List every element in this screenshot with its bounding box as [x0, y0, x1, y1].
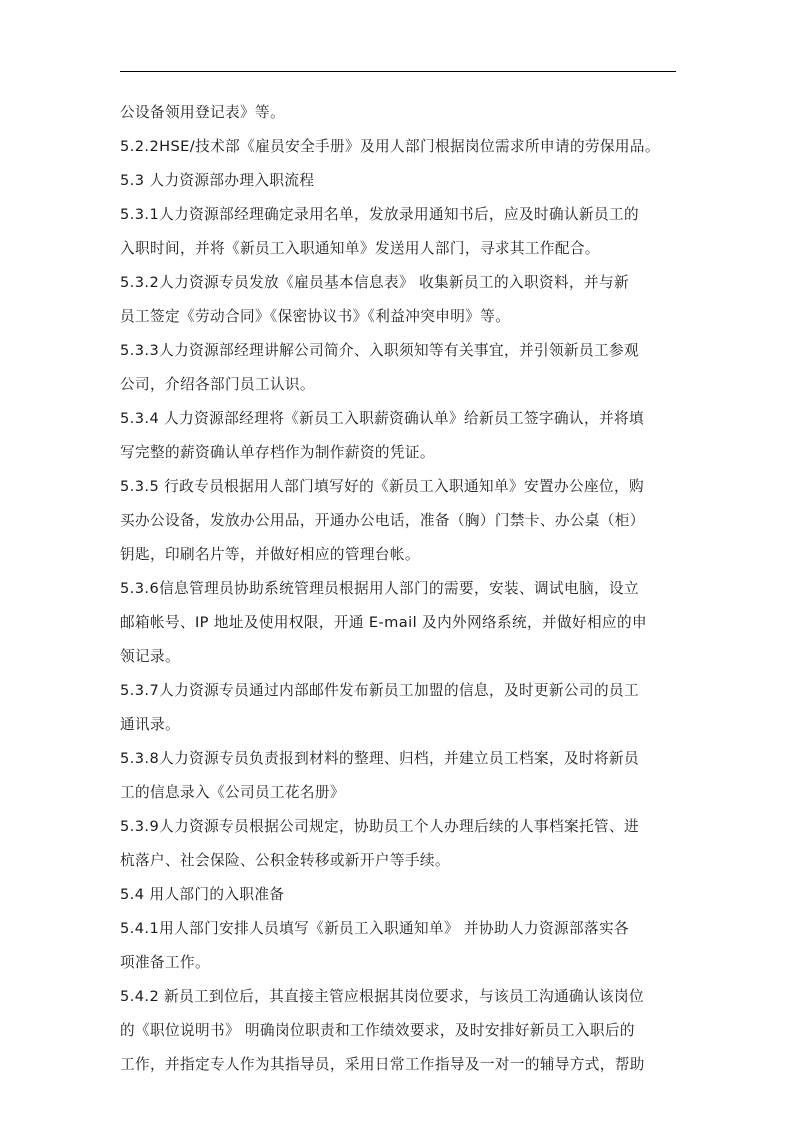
paragraph — [120, 742, 680, 810]
paragraph — [120, 164, 680, 198]
paragraph — [120, 266, 680, 334]
text-line: 钥匙，印刷名片等，并做好相应的管理台帐。 — [120, 546, 420, 563]
text-line: 杭落户、社会保险、公积金转移或新开户等手续。 — [120, 852, 450, 869]
paragraph — [120, 334, 680, 402]
text-line: 项准备工作。 — [120, 954, 210, 971]
text-line: 5.4 用人部门的入职准备 — [120, 886, 285, 903]
text-line: 5.3.1人力资源部经理确定录用名单，发放录用通知书后，应及时确认新员工的 — [120, 206, 639, 223]
text-line: 工作，并指定专人作为其指导员，采用日常工作指导及一对一的辅导方式，帮助 — [120, 1056, 645, 1073]
text-line: 邮箱帐号、IP 地址及使用权限，开通 E-mail 及内外网络系统，并做好相应的申 — [120, 614, 647, 631]
text-line: 的《职位说明书》 明确岗位职责和工作绩效要求，及时安排好新员工入职后的 — [120, 1022, 635, 1039]
paragraph — [120, 402, 680, 470]
text-line: 买办公设备，发放办公用品，开通办公电话，准备（胸）门禁卡、办公桌（柜） — [120, 512, 645, 529]
text-line: 5.4.1用人部门安排人员填写《新员工入职通知单》 并协助人力资源部落实各 — [120, 920, 629, 937]
text-line: 5.3.7人力资源专员通过内部邮件发布新员工加盟的信息，及时更新公司的员工 — [120, 682, 639, 699]
text-line: 公设备领用登记表》等。 — [120, 104, 285, 121]
text-line: 5.4.2 新员工到位后，其直接主管应根据其岗位要求，与该员工沟通确认该岗位 — [120, 988, 644, 1005]
paragraph — [120, 130, 680, 164]
paragraph — [120, 572, 680, 674]
paragraph — [120, 96, 680, 130]
paragraph — [120, 810, 680, 878]
text-line: 5.3.8人力资源专员负责报到材料的整理、归档，并建立员工档案，及时将新员 — [120, 750, 639, 767]
text-line: 员工签定《劳动合同》《保密协议书》《利益冲突申明》等。 — [120, 308, 511, 325]
text-line: 5.3.3人力资源部经理讲解公司简介、入职须知等有关事宜，并引领新员工参观 — [120, 342, 639, 359]
text-line: 5.3.5 行政专员根据用人部门填写好的《新员工入职通知单》安置办公座位，购 — [120, 478, 644, 495]
text-line: 5.3.9人力资源专员根据公司规定，协助员工个人办理后续的人事档案托管、进 — [120, 818, 639, 835]
paragraph — [120, 198, 680, 266]
paragraph — [120, 878, 680, 912]
text-line: 工的信息录入《公司员工花名册》 — [120, 784, 345, 801]
text-line: 公司，介绍各部门员工认识。 — [120, 376, 315, 393]
text-line: 5.3.6信息管理员协助系统管理员根据用人部门的需要，安装、调试电脑，设立 — [120, 580, 639, 597]
paragraph — [120, 980, 680, 1082]
text-line: 5.3 人力资源部办理入职流程 — [120, 172, 315, 189]
text-line: 写完整的薪资确认单存档作为制作薪资的凭证。 — [120, 444, 435, 461]
document-body — [120, 96, 680, 1082]
text-line: 5.3.2人力资源专员发放《雇员基本信息表》 收集新员工的入职资料，并与新 — [120, 274, 629, 291]
paragraph — [120, 470, 680, 572]
text-line: 通讯录。 — [120, 716, 180, 733]
header-rule — [120, 71, 676, 72]
paragraph — [120, 674, 680, 742]
text-line: 入职时间，并将《新员工入职通知单》发送用人部门，寻求其工作配合。 — [120, 240, 600, 257]
text-line: 领记录。 — [120, 648, 180, 665]
text-line: 5.2.2HSE/技术部《雇员安全手册》及用人部门根据岗位需求所申请的劳保用品。 — [120, 138, 660, 155]
paragraph — [120, 912, 680, 980]
text-line: 5.3.4 人力资源部经理将《新员工入职薪资确认单》给新员工签字确认，并将填 — [120, 410, 644, 427]
